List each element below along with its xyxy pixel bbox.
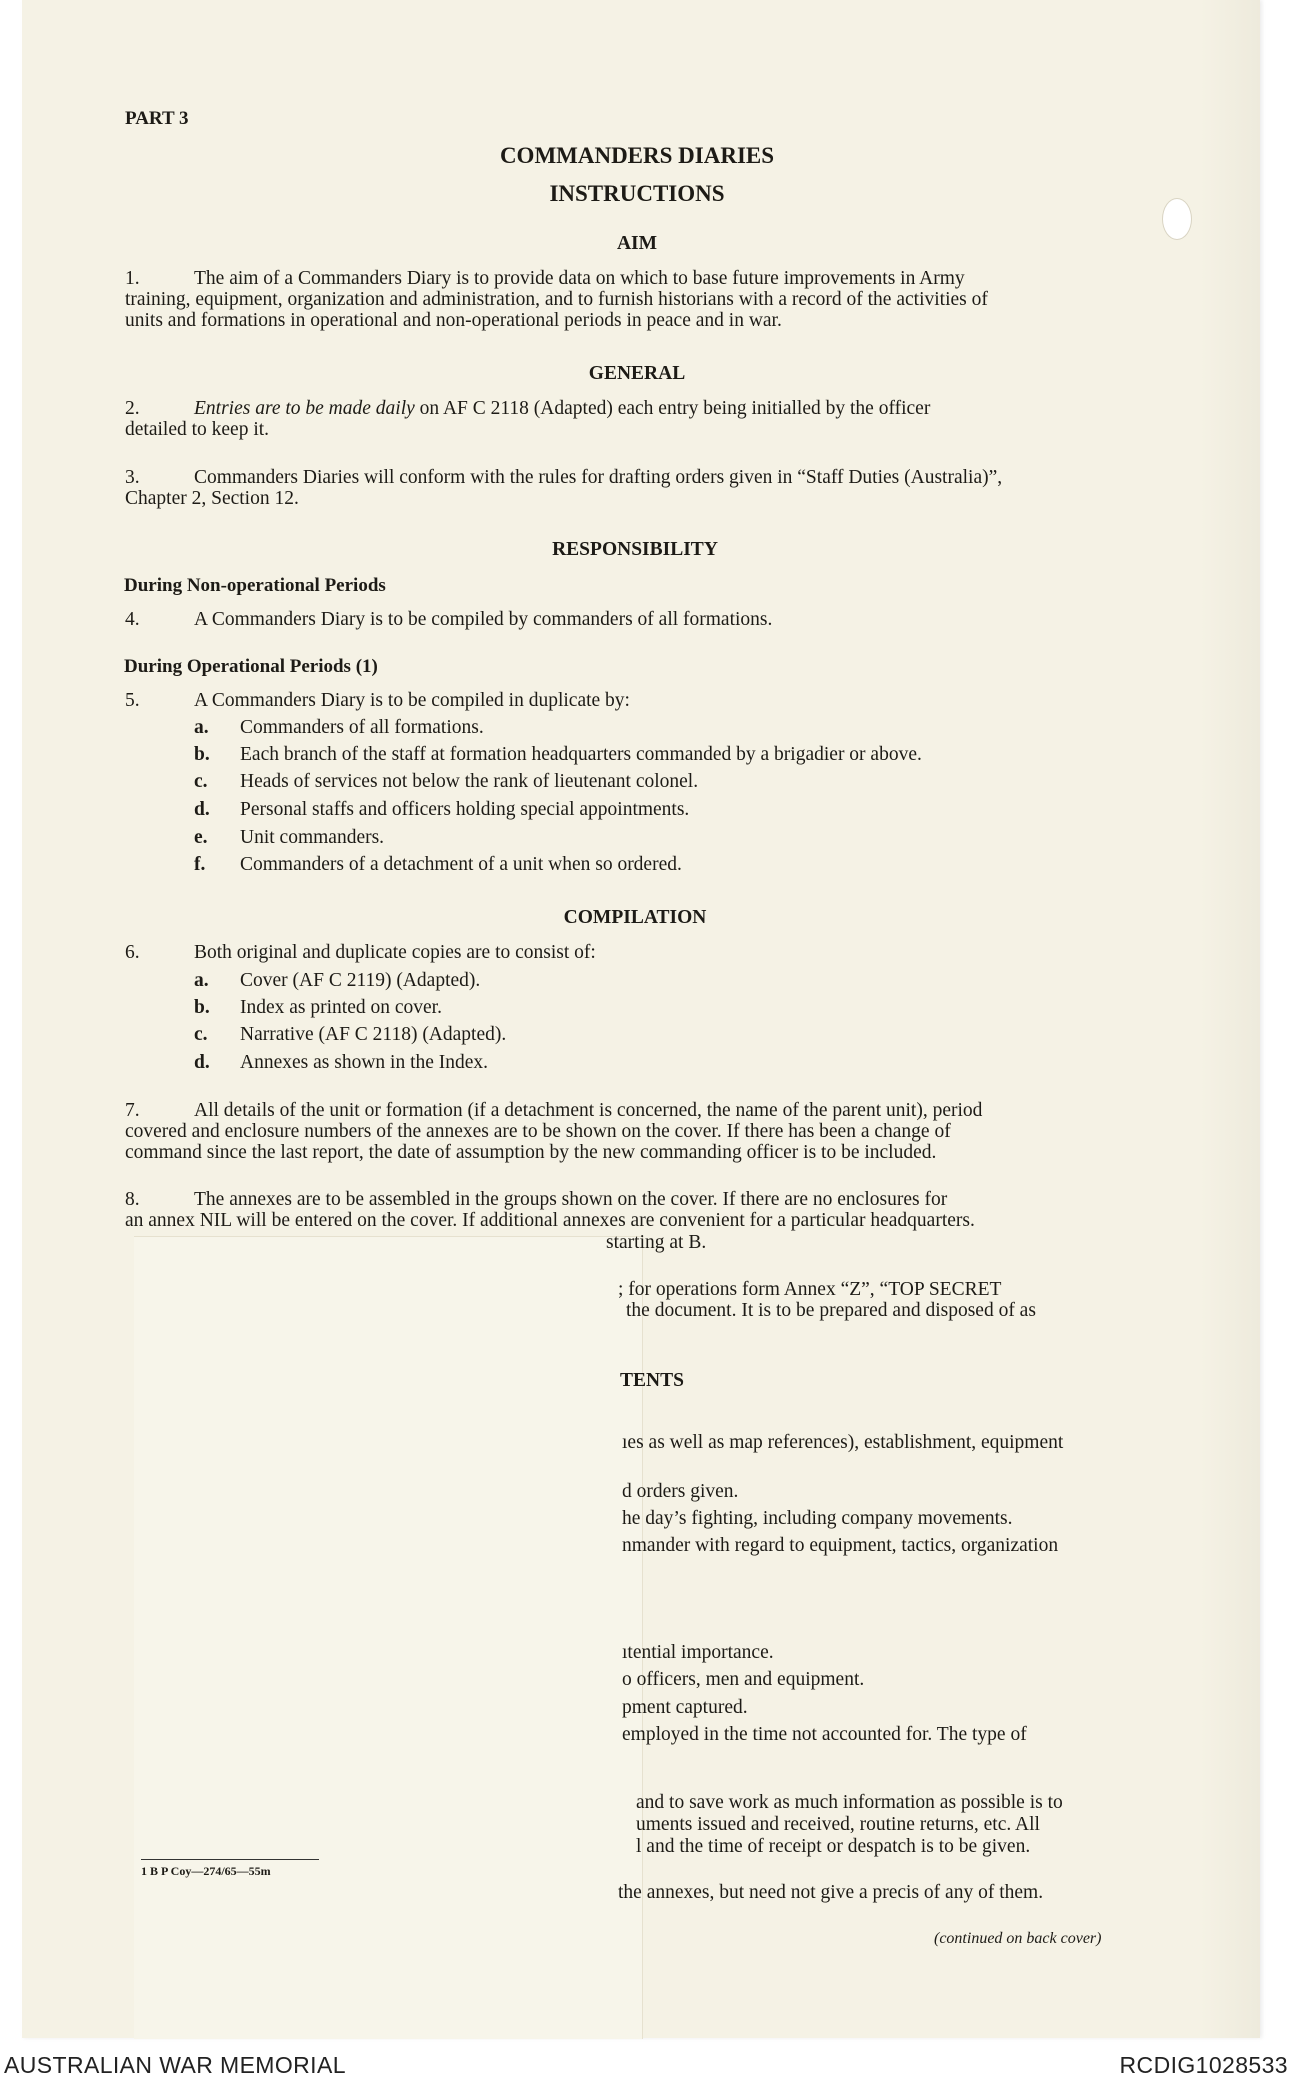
para-5-text: A Commanders Diary is to be compiled in duplicate by: — [194, 690, 630, 711]
list-item: Unit commanders. — [240, 827, 385, 848]
printer-rule — [141, 1859, 319, 1860]
partial-text-line: uments issued and received, routine returns, etc. All — [636, 1814, 1040, 1835]
para-number: 7. — [125, 1100, 140, 1121]
item-letter: f. — [194, 854, 206, 875]
para-number: 4. — [125, 609, 140, 630]
para-number: 1. — [125, 268, 140, 289]
list-item: Each branch of the staff at formation headquarters commanded by a brigadier or above. — [240, 744, 922, 765]
para-2-text: on AF C 2118 (Adapted) each entry being initialled by the officer — [419, 398, 931, 419]
para-6-text: Both original and duplicate copies are to consist of: — [194, 942, 596, 963]
footer-source: AUSTRALIAN WAR MEMORIAL — [4, 2052, 346, 2078]
partial-text-line: starting at B. — [606, 1232, 707, 1253]
para-2-emphasis: Entries are to be made daily — [194, 398, 415, 419]
para-1-line-2: training, equipment, organization and administration, and to furnish historians with a record of the activities of — [125, 289, 988, 310]
compilation-heading: COMPILATION — [563, 907, 707, 928]
item-letter: b. — [194, 997, 210, 1018]
item-letter: d. — [194, 799, 210, 820]
item-letter: d. — [194, 1052, 210, 1073]
para-7-line-1: All details of the unit or formation (if a detachment is concerned, the name of the parent unit), period — [194, 1100, 983, 1121]
para-8-line-1: The annexes are to be assembled in the groups shown on the cover. If there are no enclosures for — [194, 1189, 948, 1210]
aim-heading: AIM — [616, 233, 658, 254]
list-item: Heads of services not below the rank of lieutenant colonel. — [240, 771, 699, 792]
para-3-line-1: Commanders Diaries will conform with the rules for drafting orders given in “Staff Duties (Australia)”, — [194, 467, 1003, 488]
responsibility-heading: RESPONSIBILITY — [552, 539, 718, 560]
list-item: Commanders of a detachment of a unit when so ordered. — [240, 854, 682, 875]
partial-text-line: the document. It is to be prepared and disposed of as — [626, 1300, 1036, 1321]
para-number: 6. — [125, 942, 140, 963]
subheading-operational: During Operational Periods (1) — [124, 656, 378, 677]
partial-text-line: nmander with regard to equipment, tactics, organization — [622, 1535, 1059, 1556]
list-item: Commanders of all formations. — [240, 717, 484, 738]
partial-text-line: and to save work as much information as possible is to — [636, 1792, 1063, 1813]
page-title: COMMANDERS DIARIES — [499, 143, 775, 168]
general-heading: GENERAL — [588, 363, 686, 384]
list-item: Cover (AF C 2119) (Adapted). — [240, 970, 481, 991]
partial-text-line: l and the time of receipt or despatch is to be given. — [636, 1836, 1031, 1857]
continued-note: (continued on back cover) — [934, 1930, 1102, 1947]
footer-record-id: RCDIG1028533 — [1119, 2052, 1288, 2078]
para-7-line-3: command since the last report, the date of assumption by the new commanding officer is to be included. — [125, 1142, 937, 1163]
partial-text-line: d orders given. — [622, 1481, 739, 1502]
list-item: Annexes as shown in the Index. — [240, 1052, 489, 1073]
item-letter: c. — [194, 771, 208, 792]
covering-patch — [134, 1236, 643, 2039]
partial-text-line: he day’s fighting, including company movements. — [622, 1508, 1013, 1529]
partial-text-line: ıes as well as map references), establishment, equipment — [622, 1432, 1064, 1453]
item-letter: b. — [194, 744, 210, 765]
partial-text-line: ıtential importance. — [622, 1642, 774, 1663]
partial-heading: TENTS — [620, 1370, 684, 1391]
item-letter: a. — [194, 717, 209, 738]
partial-text-line: pment captured. — [622, 1697, 748, 1718]
partial-text-line: o officers, men and equipment. — [622, 1669, 865, 1690]
para-number: 5. — [125, 690, 140, 711]
partial-text-line: the annexes, but need not give a precis of any of them. — [618, 1882, 1044, 1903]
partial-text-line: ; for operations form Annex “Z”, “TOP SECRET — [618, 1279, 1002, 1300]
para-2-line-2: detailed to keep it. — [125, 419, 270, 440]
item-letter: c. — [194, 1024, 208, 1045]
item-letter: a. — [194, 970, 209, 991]
para-7-line-2: covered and enclosure numbers of the annexes are to be shown on the cover. If there has been a change of — [125, 1121, 951, 1142]
printer-imprint: 1 B P Coy—274/65—55m — [141, 1864, 271, 1878]
list-item: Index as printed on cover. — [240, 997, 442, 1018]
item-letter: e. — [194, 827, 208, 848]
subheading-non-operational: During Non-operational Periods — [124, 575, 386, 596]
list-item: Narrative (AF C 2118) (Adapted). — [240, 1024, 507, 1045]
partial-text-line: employed in the time not accounted for. The type of — [622, 1724, 1027, 1745]
para-1-line-1: The aim of a Commanders Diary is to provide data on which to base future improvements in Army — [194, 268, 965, 289]
para-4-text: A Commanders Diary is to be compiled by commanders of all formations. — [194, 609, 773, 630]
para-number: 8. — [125, 1189, 140, 1210]
para-1-line-3: units and formations in operational and non-operational periods in peace and in war. — [125, 310, 782, 331]
list-item: Personal staffs and officers holding special appointments. — [240, 799, 690, 820]
para-2-line-1 — [194, 398, 930, 419]
part-label: PART 3 — [125, 108, 189, 129]
para-3-line-2: Chapter 2, Section 12. — [125, 488, 299, 509]
para-number: 2. — [125, 398, 140, 419]
page-subtitle: INSTRUCTIONS — [549, 181, 725, 206]
para-number: 3. — [125, 467, 140, 488]
para-8-line-2: an annex NIL will be entered on the cover. If additional annexes are convenient for a particular headquarters. — [125, 1210, 975, 1231]
